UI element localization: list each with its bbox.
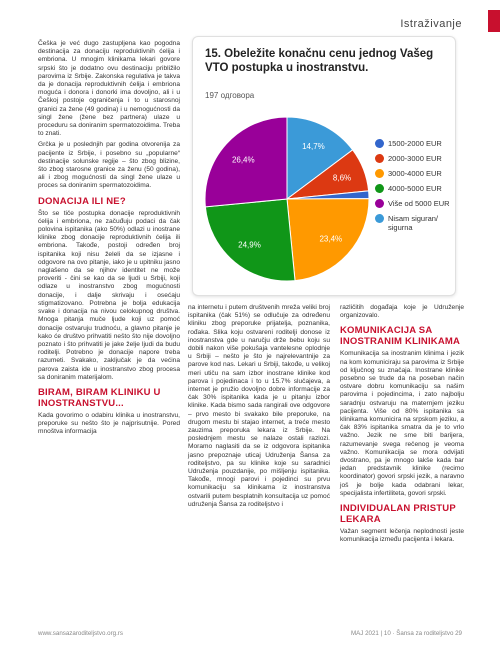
legend-label: Nisam siguran/ sigurna — [388, 214, 439, 232]
legend-swatch — [375, 184, 384, 193]
legend-label: 4000-5000 EUR — [388, 184, 442, 193]
pie-chart — [197, 109, 377, 289]
legend-item — [375, 154, 453, 163]
legend-swatch — [375, 214, 384, 223]
legend-swatch — [375, 169, 384, 178]
legend-item — [375, 139, 453, 148]
paragraph: Komunikacija sa inostranim klinima i jezik na kom komuniciraju sa parovima iz Srbije od ključnog su značaja. Inostrane klinike posebno se trude da na poseban način ostvare dobru komunikaciju sa našim parovima i pojedincima, i zato najbolju saradnju ostvaruju na maternjem jeziku pacijenta. Više od 80% ispitanika sa klinikama komunicira na srpskom jeziku, a čak 83% ispitanika smatra da je to vrlo važno. Jezik ne sme biti barijera, razumevanje svega rečenog je veoma važno. Komunikacija se mora odvijati dvostrano, pa je mnogo lakše kada bar jedan predstavnik klinike (recimo koordinator) govori srpski jezik, a naravno još je bolje kada odabrani lekar, specijalista infertiliteta, govori srpski. — [340, 350, 464, 497]
section-heading: INDIVIDUALAN PRISTUP LEKARA — [340, 503, 456, 526]
paragraph: Grčka je u poslednjih par godina otvorenija za pacijente iz Srbije, i posebno su „popularne“ destinacije solunske regije – što zbog blizine, što zbog starosne granice za ženu (50 godina), ali i zbog mogućnosti da singl žene ulaze u proces sa doniranim spermatozoidima. — [38, 141, 180, 190]
legend-item — [375, 214, 453, 232]
legend-item — [375, 199, 453, 208]
chart-title: 15. Obeležite konačnu cenu jednog Vašeg VTO postupka u inostranstvu. — [205, 48, 434, 74]
paragraph: Češka je već dugo zastupljena kao pogodna destinacija za donaciju reproduktivnih ćelija i embriona. U mnogim klinikama lekari govore srpski što je dodatno ovu destinaciju približilo parovima iz Srbije. Zakonska regulativa je takva da je donacija reproduktivnih ćelija i embriona moguća i donora i donorki ima dovoljno, ali i u Češkoj postoje ograničenja i to u starosnoj granici za žene (49 godina) i u nemogućnosti da singl žene (žene bez partnera) ulaze u proceduru sa doniranim spermatozoidima. Treba to znati. — [38, 40, 180, 138]
pie-slice-label: 8,6% — [332, 173, 352, 183]
legend-label: 1500-2000 EUR — [388, 139, 442, 148]
chart-response-count: 197 одговора — [205, 91, 255, 100]
legend-swatch — [375, 154, 384, 163]
legend-label: 3000-4000 EUR — [388, 169, 442, 178]
page-footer — [38, 630, 462, 637]
pie-slice-label: 26,4% — [231, 155, 255, 165]
paragraph: Što se tiče postupka donacije reproduktivnih ćelija i embriona, ne začuđuju podaci da čak polovina ispitanika (ako 50%) odlazi u inostrane klinike zbog donacije reproduktivnih ćelija ili embriona. Takođe, postoji određen broj ispitanika koji nisu želeli da se izjasne i odgovore na ovo pitanje, iako je u upitniku jasno naglašeno da se njihov identitet ne može proveriti - čini se kao da se ljudi u Srbiji, koji odlaze u inostranstvo zbog mogućnosti donacije, i dalje skrivaju i osećaju stigmatizovano. Potrebna je bolja edukacija svake i donacija na nivou celokupnog društva. Mnoga pitanja muče ljude koji uz pomoć donacije ostvaruju trudnoću, a glavno pitanje je kako će društvo prihvatiti nešto što nije dovoljno poznato i što prihvatiti je jake želje ljudi da budu roditelji. Potrebno je donacije napore treba razumeti. Svakako, zaključak je da većina parova zaista ide u inostranstvo zbog procesa sa doniranim materijalom. — [38, 209, 180, 381]
paragraph: različitih događaja koje je Udruženje organizovalo. — [340, 304, 464, 320]
footer-issue: MAJ 2021 | 10 · Šansa za roditeljstvo 29 — [351, 630, 462, 637]
column-1 — [38, 40, 180, 440]
paragraph: Kada govorimo o odabiru klinika u inostranstvu, preporuke su nešto što je najprisutnije. Pored mnoštva informacija — [38, 411, 180, 436]
survey-chart-card — [192, 36, 456, 296]
paragraph: na internetu i putem društvenih mreža veliki broj ispitanika (čak 51%) se odlučuje za određenu kliniku zbog preporuke prijatelja, poznanika, rođaka. Slika koju ostvareni roditelji donose iz inostranstva gde u naručju drže bebu koju su dobili nakon više pokušaja vantelesne oplodnje u Srbiji – nešto je što je najrelevantnije za parove kod nas. Lekari u Srbiji, takođe, u velikoj meri utiču na sam izbor inostrane klinike kod parova i pojedinaca i to u 15.7% slučajeva, a internet je pružio dovoljno dobre informacije za čak 30% ispitanika kada je u pitanju izbor klinike. Kada bismo sada rangirali ove odgovore – prvo mesto bi svakako bile preporuke, na drugom mestu bi stajao internet, a treće mesto zauzima preporuka lekara iz Srbije. Na poslednjem mestu se nalaze ostali razlozi. Moramo naglasiti da se iz odgovora ispitanika jasno prepoznaje uticaj Udruženja Šansa za roditeljstvo, pa su klinike koje su saradnici Udruženja pouzdanije, po mišljenju ispitanika. Takođe, mnogi parovi i pojedinci su prvu komunikaciju sa klinikama iz inostranstva ostvarili putem besplatnih konsultacija uz pomoć udruženja Šansa za roditeljstvo i — [188, 304, 330, 508]
section-heading: BIRAM, BIRAM KLINIKU U INOSTRANSTVU... — [38, 386, 161, 409]
legend-item — [375, 184, 453, 193]
footer-website: www.sansazaroditeljstvo.org.rs — [38, 630, 123, 637]
legend-label: 2000-3000 EUR — [388, 154, 442, 163]
header-accent-bar — [488, 10, 500, 32]
column-2 — [188, 304, 330, 512]
legend-label: Više od 5000 EUR — [388, 199, 450, 208]
section-heading: DONACIJA ILI NE? — [38, 195, 126, 207]
column-3 — [340, 304, 464, 547]
header-section-title: Istraživanje — [400, 18, 462, 30]
section-heading: KOMUNIKACIJA SA INOSTRANIM KLINIKAMA — [340, 325, 461, 348]
paragraph: Važan segment lečenja neplodnosti jeste komunikacija između pacijenta i lekara. — [340, 528, 464, 544]
legend-item — [375, 169, 453, 178]
pie-slice-label: 24,9% — [238, 240, 261, 250]
legend-swatch — [375, 139, 384, 148]
chart-legend — [375, 139, 453, 238]
legend-swatch — [375, 199, 384, 208]
pie-slice-label: 14,7% — [302, 142, 325, 152]
pie-slice-label: 23,4% — [319, 234, 343, 244]
